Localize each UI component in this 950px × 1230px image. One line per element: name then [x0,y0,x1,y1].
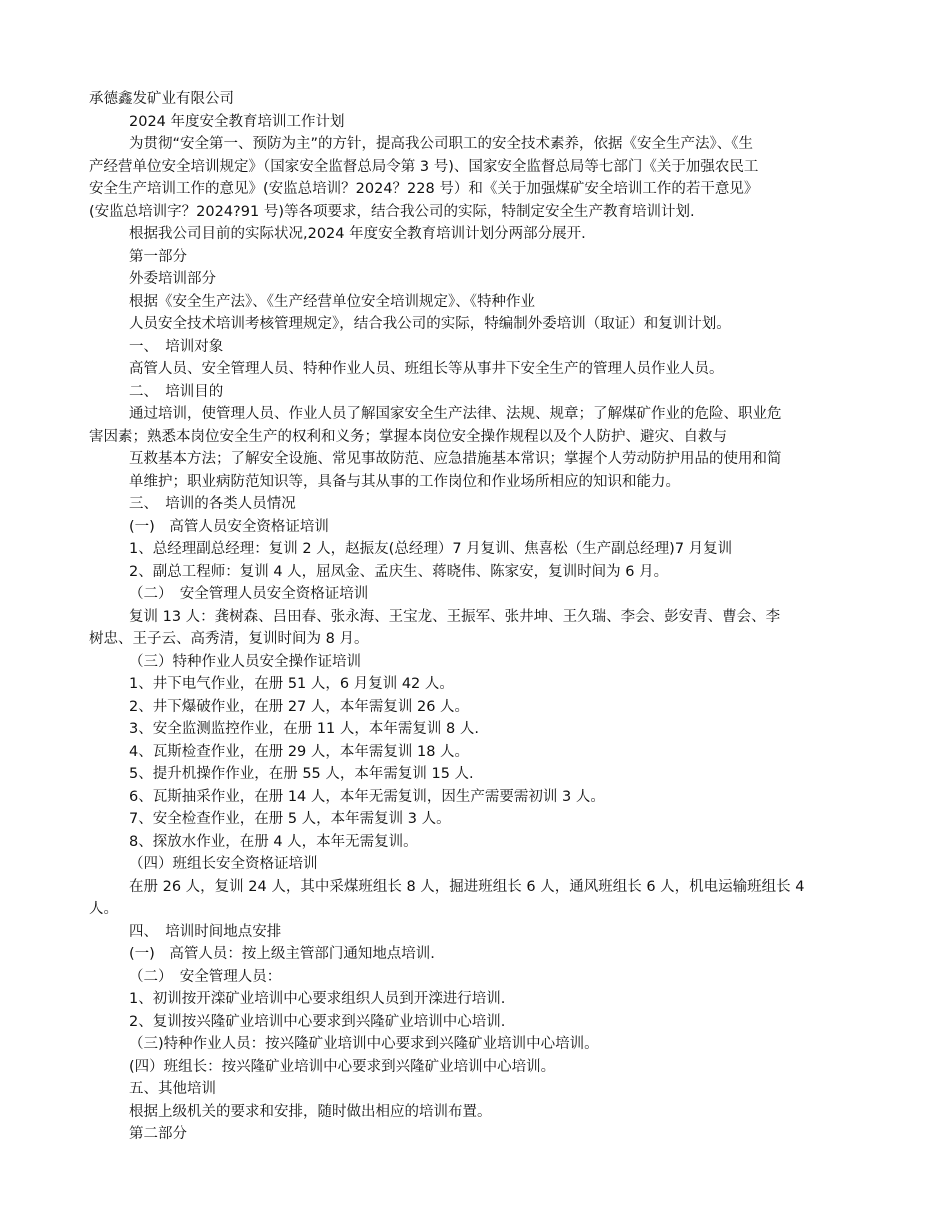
special-workers-item: 6、瓦斯抽采作业，在册 14 人，本年无需复训，因生产需要需初训 3 人。 [129,788,605,805]
section-2-line: 害因素；熟悉本岗位安全生产的权利和义务；掌握本岗位安全操作规程以及个人防护、避灾、自救与 [89,428,727,445]
section-1-text: 高管人员、安全管理人员、特种作业人员、班组长等从事井下安全生产的管理人员作业人员。 [129,361,724,377]
schedule-executives: (一) 高管人员：按上级主管部门通知地点培训. [129,946,435,962]
schedule-safety-managers: （二） 安全管理人员： [129,968,282,985]
part1-heading: 第一部分 [129,248,187,265]
section-2-line: 通过培训，使管理人员、作业人员了解国家安全生产法律、法规、规章；了解煤矿作业的危险、职业危 [129,406,782,422]
intro-paragraph-2: 根据我公司目前的实际状况,2024 年度安全教育培训计划分两部分展开. [129,226,586,242]
special-workers-item: 7、安全检查作业，在册 5 人，本年需复训 3 人。 [129,811,451,827]
schedule-initial-training: 1、初训按开滦矿业培训中心要求组织人员到开滦进行培训. [129,991,506,1007]
executives-item: 1、总经理副总经理：复训 2 人，赵振友(总经理）7 月复训、焦喜松（生产副总经理)7 月复训 [129,541,733,557]
subsection-special-workers-title: （三）特种作业人员安全操作证培训 [129,653,361,670]
subsection-executives-title: (一) 高管人员安全资格证培训 [129,518,329,535]
section-2-title: 二、 培训目的 [129,383,224,400]
intro-paragraph-line: 为贯彻“安全第一、预防为主”的方针，提高我公司职工的安全技术素养，依据《安全生产法》、《生 [129,136,754,152]
special-workers-item: 4、瓦斯检查作业，在册 29 人，本年需复训 18 人。 [129,743,470,760]
basis-line: 根据《安全生产法》、《生产经营单位安全培训规定》、《特种作业 [129,293,535,310]
section-1-title: 一、 培训对象 [129,338,224,355]
schedule-retraining: 2、复训按兴隆矿业培训中心要求到兴隆矿业培训中心培训. [129,1013,506,1030]
special-workers-item: 2、井下爆破作业，在册 27 人，本年需复训 26 人。 [129,698,470,715]
section-2-line: 互救基本方法；了解安全设施、常见事故防范、应急措施基本常识；掌握个人劳动防护用品的使用和简 [129,451,782,467]
schedule-team-leaders: (四）班组长：按兴隆矿业培训中心要求到兴隆矿业培训中心培训。 [129,1058,556,1075]
company-name: 承德鑫发矿业有限公司 [89,91,234,107]
safety-managers-line: 复训 13 人：龚树森、吕田春、张永海、王宝龙、王振军、张井坤、王久瑞、李会、彭安青、曹会、李 [129,608,781,625]
section-5-text: 根据上级机关的要求和安排，随时做出相应的培训布置。 [129,1103,492,1120]
document-page [89,88,869,1146]
section-3-title: 三、 培训的各类人员情况 [129,496,296,512]
team-leaders-line: 在册 26 人，复训 24 人，其中采煤班组长 8 人，掘进班组长 6 人，通风班组长 6 人，机电运输班组长 4 [129,878,805,895]
special-workers-item: 8、探放水作业，在册 4 人，本年无需复训。 [129,833,418,850]
schedule-special-workers: （三)特种作业人员：按兴隆矿业培训中心要求到兴隆矿业培训中心培训。 [129,1036,599,1052]
special-workers-item: 5、提升机操作作业，在册 55 人，本年需复训 15 人. [129,766,474,782]
section-4-title: 四、 培训时间地点安排 [129,923,282,940]
section-2-line: 单维护；职业病防范知识等，具备与其从事的工作岗位和作业场所相应的知识和能力。 [129,473,680,490]
intro-paragraph-line: (安监总培训字？2024?91 号)等各项要求，结合我公司的实际，特制定安全生产教育培训计划. [89,203,695,220]
document-title: 2024 年度安全教育培训工作计划 [129,113,345,130]
special-workers-item: 1、井下电气作业，在册 51 人，6 月复训 42 人。 [129,676,454,692]
special-workers-item: 3、安全监测监控作业，在册 11 人，本年需复训 8 人. [129,721,479,737]
intro-paragraph-line: 安全生产培训工作的意见》(安监总培训？2024？228 号）和《关于加强煤矿安全培训工作的若干意见》 [89,181,759,197]
part2-heading: 第二部分 [129,1126,187,1142]
subsection-safety-managers-title: （二） 安全管理人员安全资格证培训 [129,586,369,602]
subsection-team-leaders-title: （四）班组长安全资格证培训 [129,856,318,872]
part1-subheading: 外委培训部分 [129,271,216,287]
intro-paragraph-line: 产经营单位安全培训规定》（国家安全监督总局令第 3 号)、国家安全监督总局等七部门《关于加强农民工 [89,158,759,175]
safety-managers-line: 树忠、王子云、高秀清，复训时间为 8 月。 [89,631,369,647]
executives-item: 2、副总工程师：复训 4 人，屈凤金、孟庆生、蒋晓伟、陈家安，复训时间为 6 月。 [129,563,669,580]
section-5-title: 五、其他培训 [129,1081,216,1097]
basis-line: 人员安全技术培训考核管理规定》，结合我公司的实际，特编制外委培训（取证）和复训计划。 [129,316,731,332]
team-leaders-line: 人。 [89,901,118,917]
